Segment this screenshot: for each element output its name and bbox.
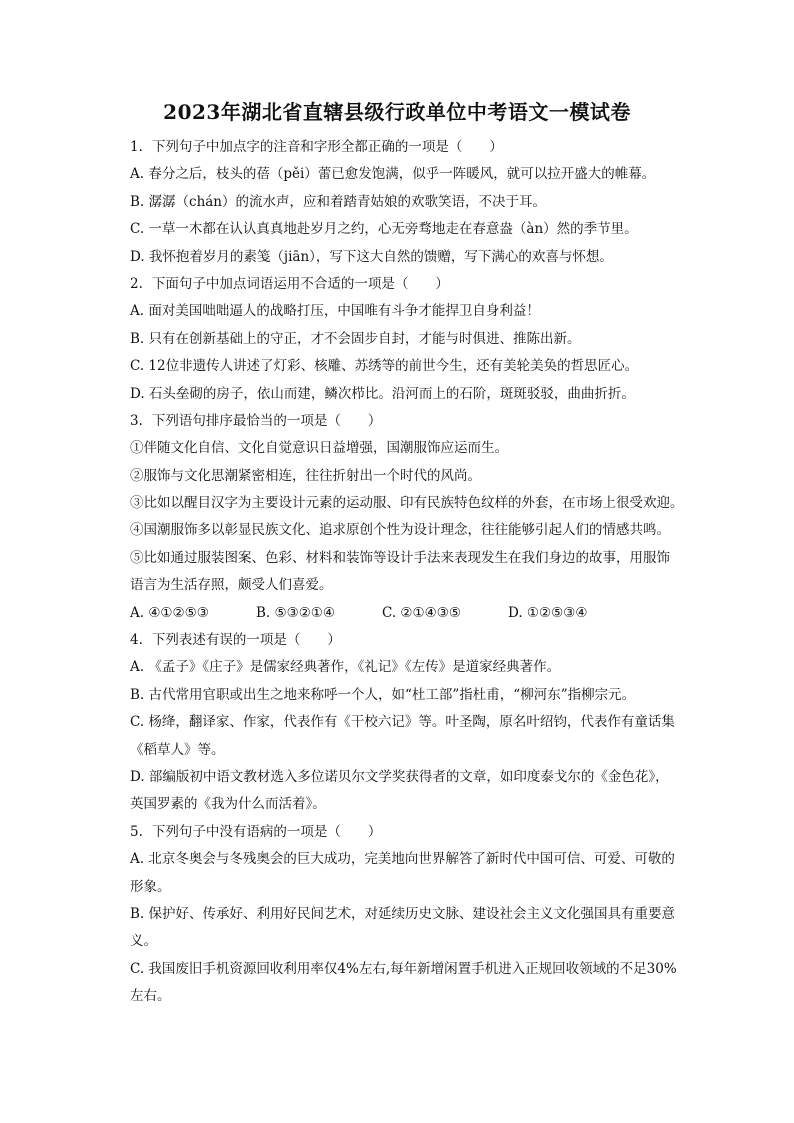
question-number: 4.	[130, 632, 143, 649]
question-1-stem	[130, 134, 710, 161]
q4-option-d-cont: 英国罗素的《我为什么而活着》。	[130, 796, 326, 813]
q3-options	[130, 600, 710, 627]
q1-option-a: A. 春分之后，枝头的蓓（pěi）蕾已愈发饱满，似乎一阵暖风，就可以拉开盛大的帷幕。	[130, 166, 656, 183]
q1-option-d: D. 我怀抱着岁月的素笺（jiān），写下这大自然的馈赠，写下满心的欢喜与怀想。	[130, 248, 613, 265]
question-2-stem	[130, 271, 710, 298]
q2-option-a: A. 面对美国咄咄逼人的战略打压，中国唯有斗争才能捍卫自身利益！	[130, 303, 540, 320]
question-text: 下面句子中加点词语运用不合适的一项是（ ）	[151, 275, 449, 292]
q3-sentence-3: ③比如以醒目汉字为主要设计元素的运动服、印有民族特色纹样的外套，在市场上很受欢迎。	[130, 495, 684, 512]
question-number: 5.	[130, 823, 143, 840]
q5-option-a-cont: 形象。	[130, 878, 171, 895]
q3-sentence-1: ①伴随文化自信、文化自觉意识日益增强，国潮服饰应运而生。	[130, 440, 508, 457]
q5-option-b: B. 保护好、传承好、利用好民间艺术，对延续历史文脉、建设社会主义文化强国具有重要意	[130, 905, 676, 922]
page-title: 2023年湖北省直辖县级行政单位中考语文一模试卷	[163, 100, 631, 124]
question-number: 2.	[130, 275, 143, 292]
q1-option-b: B. 潺潺（chán）的流水声，应和着踏青姑娘的欢歌笑语，不决于耳。	[130, 193, 547, 210]
question-text: 下列语句排序最恰当的一项是（ ）	[151, 412, 382, 429]
question-list	[130, 134, 710, 1011]
question-3-stem	[130, 408, 710, 435]
q2-option-d: D. 石头垒砌的房子，依山而建，鳞次栉比。沿河而上的石阶，斑斑驳驳，曲曲折折。	[130, 385, 635, 402]
q2-option-b: B. 只有在创新基础上的守正，才不会固步自封，才能与时俱进、推陈出新。	[130, 330, 581, 347]
q4-option-c-cont: 《稻草人》等。	[130, 741, 225, 758]
q5-option-b-cont: 义。	[130, 933, 157, 950]
q3-sentence-2: ②服饰与文化思潮紧密相连，往往折射出一个时代的风尚。	[130, 467, 481, 484]
question-number: 3.	[130, 412, 143, 429]
question-4-stem	[130, 627, 710, 654]
q4-option-c: C. 杨绛，翻译家、作家，代表作有《干校六记》等。叶圣陶，原名叶绍钧，代表作有童话集	[130, 714, 675, 731]
q4-option-b: B. 古代常用官职或出生之地来称呼一个人，如“杜工部”指杜甫，“柳河东”指柳宗元。	[130, 686, 636, 703]
q3-sentence-5-cont: 语言为生活存照，颇受人们喜爱。	[130, 577, 333, 594]
q5-option-c: C. 我国废旧手机资源回收利用率仅4%左右,每年新增闲置手机进入正规回收领域的不足30%	[130, 960, 677, 977]
q1-option-c: C. 一草一木都在认认真真地赴岁月之约，心无旁骛地走在春意盎（àn）然的季节里。	[130, 221, 638, 238]
q3-option-d: D. ①②⑤③④	[508, 604, 588, 621]
q2-option-c: C. 12位非遗传人讲述了灯彩、核雕、苏绣等的前世今生，还有美轮美奂的哲思匠心。	[130, 358, 639, 375]
q4-option-a: A. 《孟子》《庄子》是儒家经典著作，《礼记》《左传》是道家经典著作。	[130, 659, 561, 676]
q5-option-a: A. 北京冬奥会与冬残奥会的巨大成功，完美地向世界解答了新时代中国可信、可爱、可敬的	[130, 851, 675, 868]
q3-option-a: A. ④①②⑤③	[130, 604, 209, 621]
q3-sentence-4: ④国潮服饰多以彰显民族文化、追求原创个性为设计理念，往往能够引起人们的情感共鸣。	[130, 522, 670, 539]
question-text: 下列句子中没有语病的一项是（ ）	[151, 823, 382, 840]
q5-option-c-cont: 左右。	[130, 988, 171, 1005]
q3-sentence-5: ⑤比如通过服装图案、色彩、材料和装饰等设计手法来表现发生在我们身边的故事，用服饰	[130, 549, 670, 566]
q4-option-d: D. 部编版初中语文教材选入多位诺贝尔文学奖获得者的文章，如印度泰戈尔的《金色花》，	[130, 768, 669, 785]
question-text: 下列表述有误的一项是（ ）	[151, 632, 341, 649]
question-number: 1.	[130, 139, 143, 155]
q3-option-b: B. ⑤③②①④	[256, 604, 336, 621]
question-text: 下列句子中加点字的注音和字形全都正确的一项是（ ）	[151, 139, 503, 155]
question-5-stem	[130, 819, 710, 846]
q3-option-c: C. ②①④③⑤	[382, 604, 461, 621]
